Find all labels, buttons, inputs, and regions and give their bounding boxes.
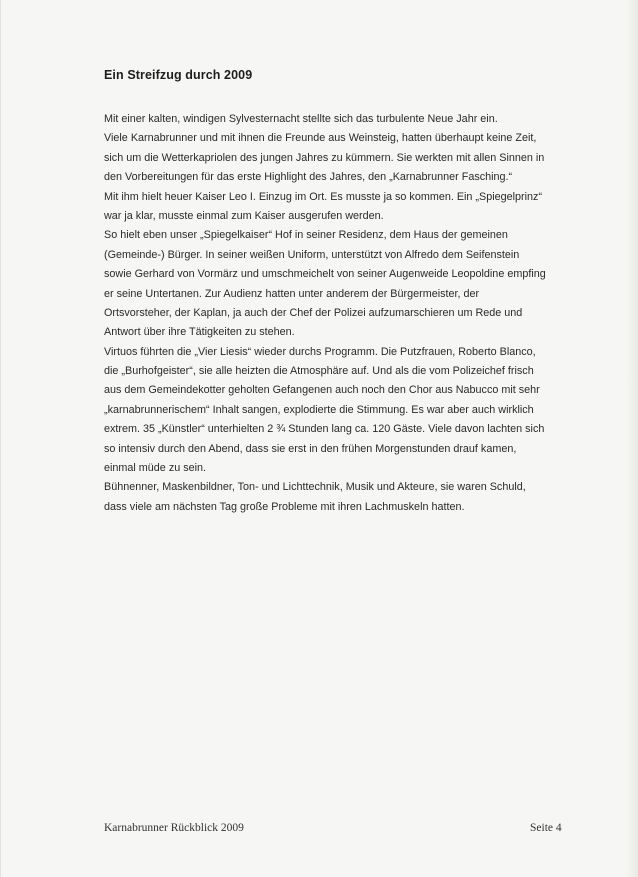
text-line: so intensiv durch den Abend, dass sie erst in den frühen Morgenstunden drauf kamen, xyxy=(104,442,517,455)
text-line: Viele Karnabrunner und mit ihnen die Freunde aus Weinsteig, hatten überhaupt keine Zeit, xyxy=(104,132,537,145)
text-line: So hielt eben unser „Spiegelkaiser“ Hof in seiner Residenz, dem Haus der gemeinen xyxy=(104,229,508,242)
text-line: den Vorbereitungen für das erste Highlight des Jahres, den „Karnabrunner Fasching.“ xyxy=(104,171,513,184)
text-line: einmal müde zu sein. xyxy=(104,462,207,475)
body-text xyxy=(104,110,564,517)
text-line: war ja klar, musste einmal zum Kaiser ausgerufen werden. xyxy=(104,209,384,222)
text-line: die „Burhofgeister“, sie alle heizten die Atmosphäre auf. Und als die vom Polizeichef frisch xyxy=(104,365,534,378)
text-line: sich um die Wetterkapriolen des jungen Jahres zu kümmern. Sie werkten mit allen Sinnen in xyxy=(104,151,545,164)
text-line: aus dem Gemeindekotter geholten Gefangenen auch noch den Chor aus Nabucco mit sehr xyxy=(104,384,540,397)
text-line: Mit ihm hielt heuer Kaiser Leo I. Einzug im Ort. Es musste ja so kommen. Ein „Spiegelprinz“ xyxy=(104,190,543,203)
text-line: Ortsvorsteher, der Kaplan, ja auch der Chef der Polizei aufzumarschieren um Rede und xyxy=(104,306,523,319)
text-line: Bühnenner, Maskenbildner, Ton- und Lichttechnik, Musik und Akteure, sie waren Schuld, xyxy=(104,481,526,494)
document-title: Ein Streifzug durch 2009 xyxy=(104,68,253,82)
page-edge-shadow xyxy=(626,0,638,877)
text-line: „karnabrunnerischem“ Inhalt sangen, explodierte die Stimmung. Es war aber auch wirklich xyxy=(104,403,534,416)
footer-publication: Karnabrunner Rückblick 2009 xyxy=(104,822,244,834)
text-line: (Gemeinde-) Bürger. In seiner weißen Uniform, unterstützt von Alfredo dem Seifenstein xyxy=(104,248,520,261)
text-line: Antwort über ihre Tätigkeiten zu stehen. xyxy=(104,326,295,339)
text-line: Mit einer kalten, windigen Sylvesternacht stellte sich das turbulente Neue Jahr ein. xyxy=(104,113,498,125)
text-line: extrem. 35 „Künstler“ unterhielten 2 ¾ Stunden lang ca. 120 Gäste. Viele davon lachten sich xyxy=(104,423,545,436)
text-line: dass viele am nächsten Tag große Probleme mit ihren Lachmuskeln hatten. xyxy=(104,500,465,513)
text-line: er seine Untertanen. Zur Audienz hatten unter anderem der Bürgermeister, der xyxy=(104,287,480,300)
text-line: Virtuos führten die „Vier Liesis“ wieder durchs Programm. Die Putzfrauen, Roberto Blanco, xyxy=(104,345,536,358)
text-line: sowie Gerhard von Vormärz und umschmeichelt von seiner Augenweide Leopoldine empfing xyxy=(104,268,546,281)
footer-page-number: Seite 4 xyxy=(530,822,562,834)
